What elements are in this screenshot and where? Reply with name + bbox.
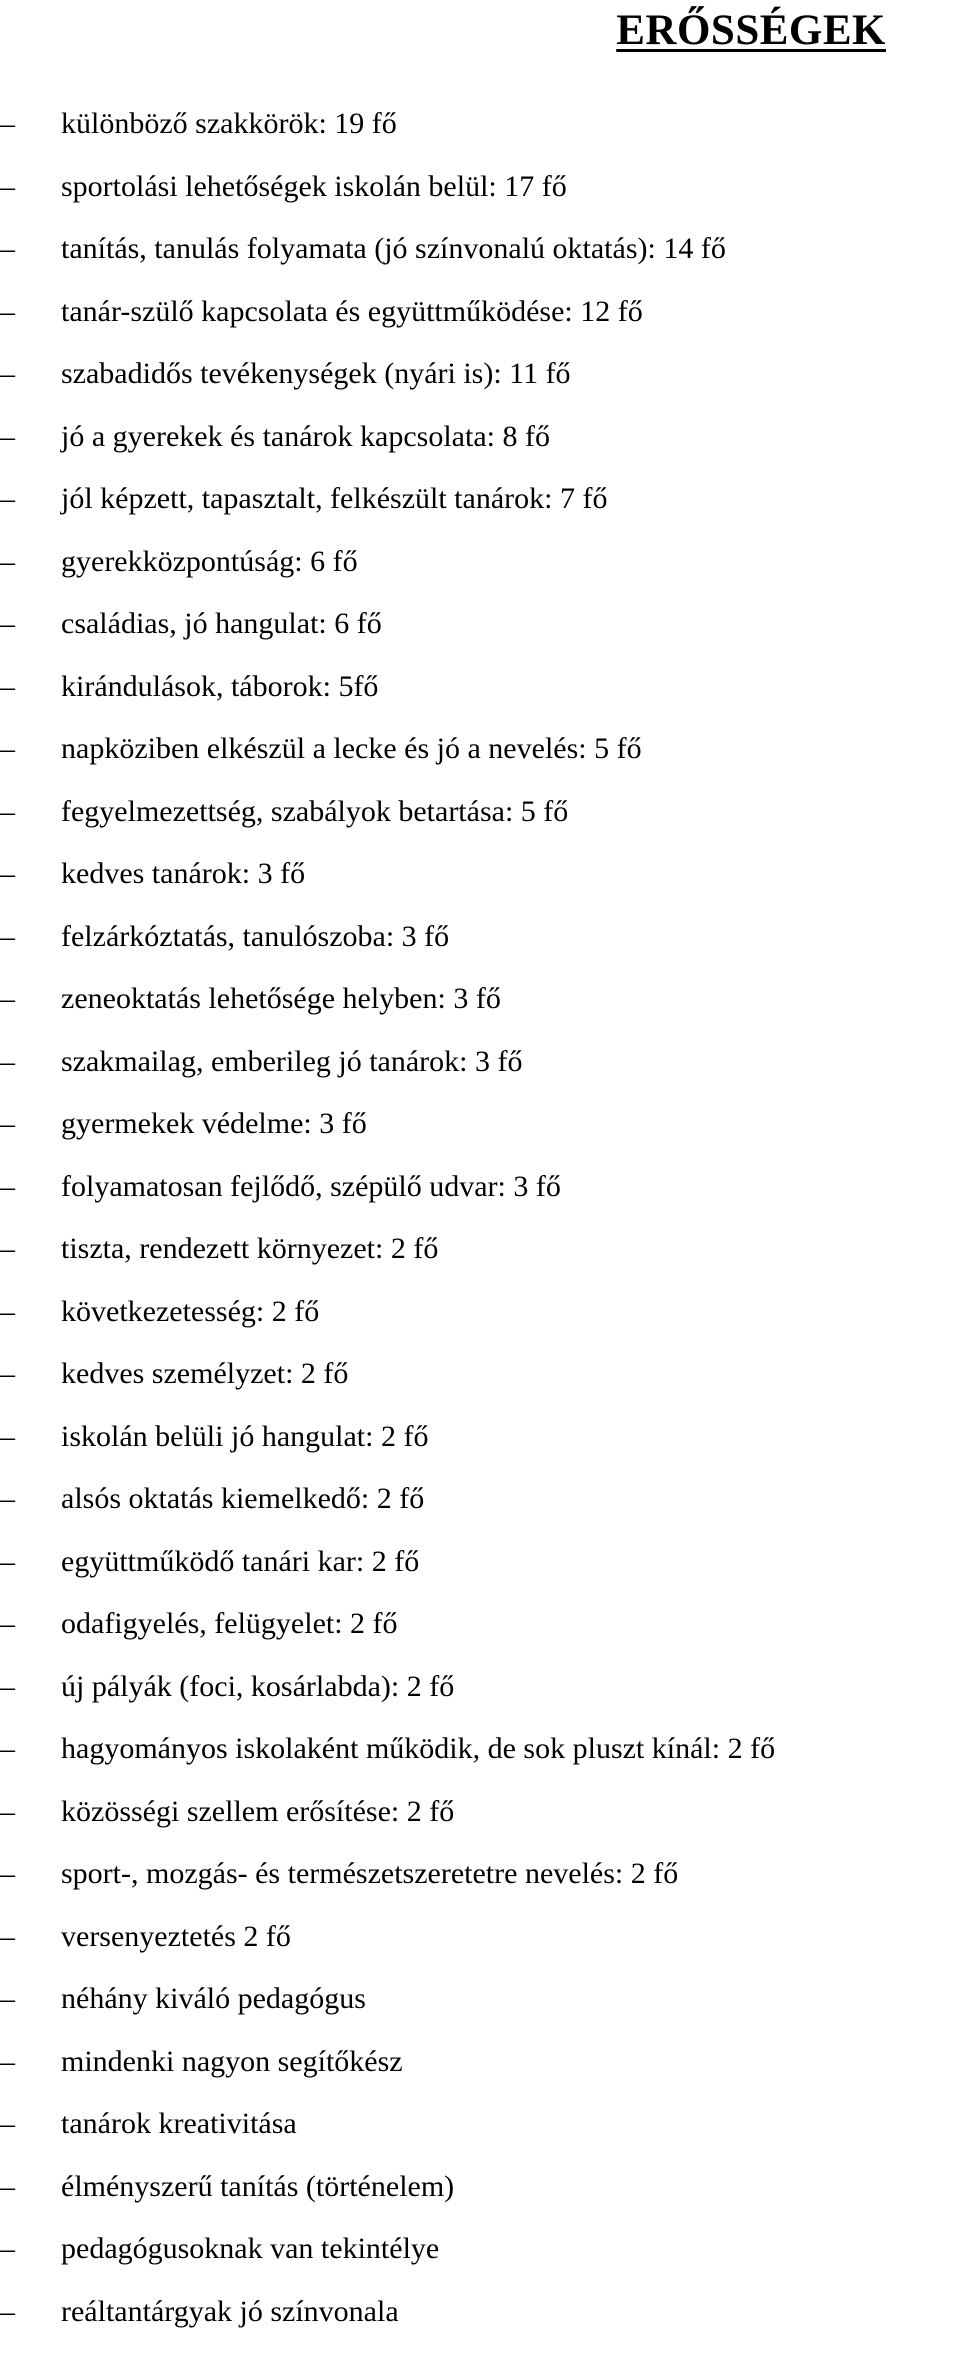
list-item-text: szabadidős tevékenységek (nyári is): 11 fő [61, 354, 571, 394]
list-item [0, 1354, 960, 1417]
list-bullet: – [0, 167, 32, 207]
list-item-text: következetesség: 2 fő [61, 1292, 319, 1332]
list-item-text: alsós oktatás kiemelkedő: 2 fő [61, 1479, 424, 1519]
list-item-text: jó a gyerekek és tanárok kapcsolata: 8 fő [61, 417, 550, 457]
list-item-text: néhány kiváló pedagógus [61, 1979, 366, 2019]
strengths-list [0, 104, 960, 2354]
list-bullet: – [0, 917, 32, 957]
list-bullet: – [0, 604, 32, 644]
list-item [0, 417, 960, 480]
list-item-text: napköziben elkészül a lecke és jó a nevelés: 5 fő [61, 729, 642, 769]
list-item-text: különböző szakkörök: 19 fő [61, 104, 397, 144]
list-bullet: – [0, 1979, 32, 2019]
list-item-text: tanár-szülő kapcsolata és együttműködése: 12 fő [61, 292, 643, 332]
list-bullet: – [0, 1104, 32, 1144]
list-item-text: felzárkóztatás, tanulószoba: 3 fő [61, 917, 449, 957]
list-item [0, 2042, 960, 2105]
list-item [0, 479, 960, 542]
list-bullet: – [0, 542, 32, 582]
list-item-text: iskolán belüli jó hangulat: 2 fő [61, 1417, 428, 1457]
list-item-text: kedves tanárok: 3 fő [61, 854, 305, 894]
list-item [0, 2167, 960, 2230]
list-item [0, 917, 960, 980]
list-item [0, 1917, 960, 1980]
list-item [0, 667, 960, 730]
list-item-text: versenyeztetés 2 fő [61, 1917, 291, 1957]
list-item-text: szakmailag, emberileg jó tanárok: 3 fő [61, 1042, 523, 1082]
list-item-text: mindenki nagyon segítőkész [61, 2042, 403, 2082]
list-item [0, 1104, 960, 1167]
list-item-text: zeneoktatás lehetősége helyben: 3 fő [61, 979, 501, 1019]
list-bullet: – [0, 1417, 32, 1457]
list-bullet: – [0, 229, 32, 269]
list-item-text: új pályák (foci, kosárlabda): 2 fő [61, 1667, 454, 1707]
list-bullet: – [0, 1229, 32, 1269]
list-item-text: folyamatosan fejlődő, szépülő udvar: 3 fő [61, 1167, 561, 1207]
list-bullet: – [0, 1042, 32, 1082]
list-bullet: – [0, 729, 32, 769]
list-item [0, 1604, 960, 1667]
list-bullet: – [0, 2292, 32, 2332]
list-item [0, 2292, 960, 2354]
list-bullet: – [0, 417, 32, 457]
list-bullet: – [0, 792, 32, 832]
list-item-text: közösségi szellem erősítése: 2 fő [61, 1792, 454, 1832]
list-item-text: sportolási lehetőségek iskolán belül: 17 fő [61, 167, 567, 207]
list-item [0, 729, 960, 792]
list-bullet: – [0, 1167, 32, 1207]
list-item [0, 2229, 960, 2292]
list-item [0, 1042, 960, 1105]
list-item [0, 167, 960, 230]
list-item [0, 2104, 960, 2167]
list-item-text: kirándulások, táborok: 5fő [61, 667, 378, 707]
list-item-text: fegyelmezettség, szabályok betartása: 5 fő [61, 792, 568, 832]
list-item [0, 104, 960, 167]
list-bullet: – [0, 479, 32, 519]
list-item [0, 1979, 960, 2042]
list-item [0, 1729, 960, 1792]
list-bullet: – [0, 1479, 32, 1519]
list-bullet: – [0, 2167, 32, 2207]
list-item [0, 1292, 960, 1355]
list-bullet: – [0, 292, 32, 332]
list-bullet: – [0, 2229, 32, 2269]
list-bullet: – [0, 1354, 32, 1394]
list-item [0, 1542, 960, 1605]
list-item-text: gyermekek védelme: 3 fő [61, 1104, 367, 1144]
list-item [0, 1792, 960, 1855]
list-item-text: kedves személyzet: 2 fő [61, 1354, 348, 1394]
list-item-text: élményszerű tanítás (történelem) [61, 2167, 454, 2207]
list-bullet: – [0, 979, 32, 1019]
list-bullet: – [0, 1292, 32, 1332]
list-bullet: – [0, 2042, 32, 2082]
list-bullet: – [0, 667, 32, 707]
list-item [0, 1667, 960, 1730]
list-item-text: pedagógusoknak van tekintélye [61, 2229, 439, 2269]
list-bullet: – [0, 2104, 32, 2144]
list-item-text: gyerekközpontúság: 6 fő [61, 542, 358, 582]
list-bullet: – [0, 1542, 32, 1582]
list-item-text: reáltantárgyak jó színvonala [61, 2292, 399, 2332]
list-item [0, 1417, 960, 1480]
list-item [0, 1854, 960, 1917]
list-item [0, 1229, 960, 1292]
list-item [0, 604, 960, 667]
list-bullet: – [0, 1792, 32, 1832]
list-bullet: – [0, 354, 32, 394]
list-bullet: – [0, 1604, 32, 1644]
list-item-text: családias, jó hangulat: 6 fő [61, 604, 382, 644]
list-item-text: tanítás, tanulás folyamata (jó színvonalú oktatás): 14 fő [61, 229, 726, 269]
list-item [0, 354, 960, 417]
page-title: ERŐSSÉGEK [616, 4, 886, 58]
list-bullet: – [0, 104, 32, 144]
list-bullet: – [0, 1917, 32, 1957]
list-item [0, 229, 960, 292]
list-bullet: – [0, 1854, 32, 1894]
list-item [0, 792, 960, 855]
list-item-text: együttműködő tanári kar: 2 fő [61, 1542, 419, 1582]
list-item [0, 1167, 960, 1230]
list-item-text: jól képzett, tapasztalt, felkészült tanárok: 7 fő [61, 479, 607, 519]
list-bullet: – [0, 1729, 32, 1769]
list-item-text: odafigyelés, felügyelet: 2 fő [61, 1604, 398, 1644]
list-item [0, 854, 960, 917]
list-bullet: – [0, 1667, 32, 1707]
list-item-text: sport-, mozgás- és természetszeretetre nevelés: 2 fő [61, 1854, 678, 1894]
list-item [0, 1479, 960, 1542]
list-item [0, 979, 960, 1042]
list-item-text: tiszta, rendezett környezet: 2 fő [61, 1229, 438, 1269]
list-bullet: – [0, 854, 32, 894]
list-item-text: tanárok kreativitása [61, 2104, 297, 2144]
list-item [0, 542, 960, 605]
list-item [0, 292, 960, 355]
list-item-text: hagyományos iskolaként működik, de sok pluszt kínál: 2 fő [61, 1729, 775, 1769]
